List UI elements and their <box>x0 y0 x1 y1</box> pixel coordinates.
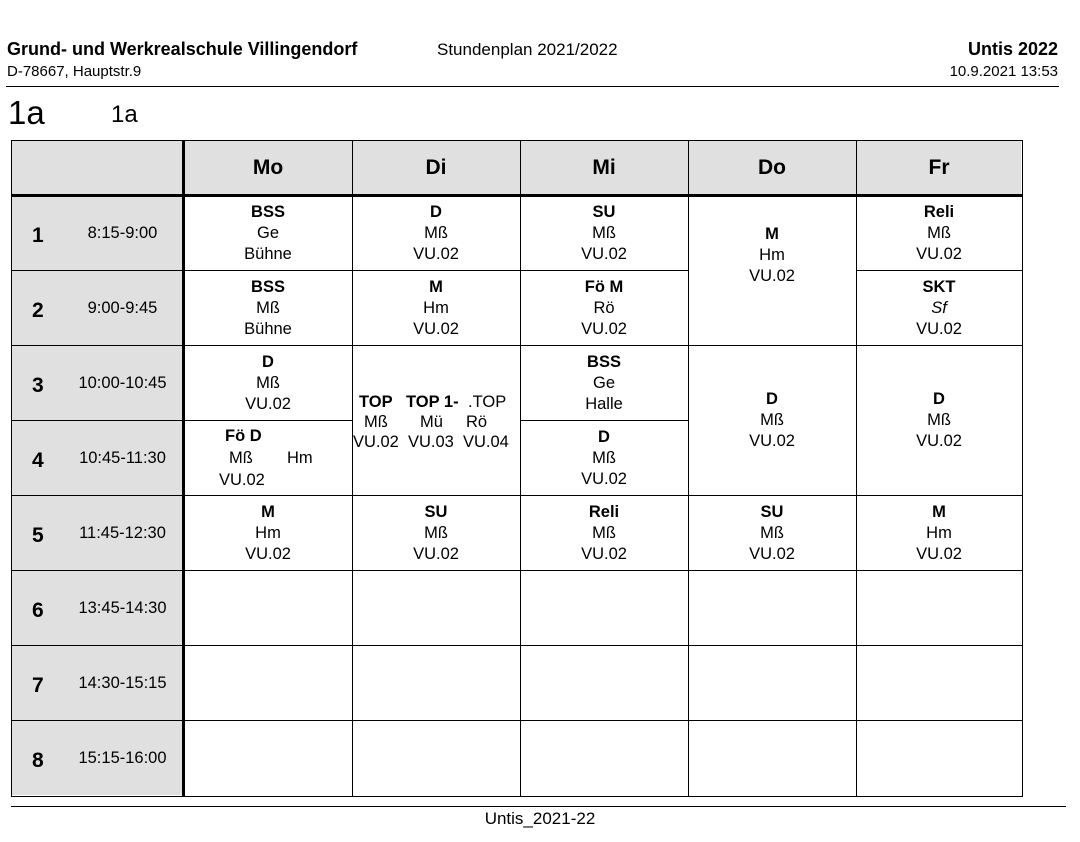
lesson-subject: D <box>430 202 442 221</box>
lesson-subject: Fö D <box>225 427 262 445</box>
lesson-room: VU.02 <box>916 431 962 450</box>
lesson-cell <box>184 422 352 494</box>
school-name: Grund- und Werkrealschule Villingendorf <box>7 39 358 59</box>
period-time: 11:45-12:30 <box>79 524 166 542</box>
lesson-teacher: Hm <box>926 523 952 542</box>
lesson-room: VU.02 <box>353 433 399 451</box>
day-header-di: Di <box>425 156 447 179</box>
lesson-teacher: Ge <box>592 373 615 392</box>
grid-line <box>12 420 352 421</box>
class-subtitle: 1a <box>111 101 138 128</box>
lesson-subject: SKT <box>922 277 956 296</box>
lesson-cell <box>688 347 856 493</box>
print-datetime: 10.9.2021 13:53 <box>949 63 1058 80</box>
lesson-cell <box>184 499 352 567</box>
lesson-subject: SU <box>760 502 784 521</box>
lesson-room: VU.04 <box>463 433 509 451</box>
period-time: 9:00-9:45 <box>87 299 158 317</box>
lesson-subject: BSS <box>251 202 285 221</box>
grid-line <box>856 270 1022 271</box>
lesson-subject: D <box>766 389 778 408</box>
lesson-cell <box>688 499 856 567</box>
lesson-cell <box>184 349 352 417</box>
lesson-subject: SU <box>592 202 616 221</box>
lesson-teacher: Hm <box>759 245 785 264</box>
grid-line <box>12 720 1022 721</box>
lesson-teacher: Mü <box>420 413 443 431</box>
lesson-teacher: Mß <box>424 523 448 542</box>
lesson-cell <box>352 274 520 342</box>
lesson-teacher: Hm <box>255 523 281 542</box>
lesson-teacher: Sf <box>931 298 947 317</box>
lesson-cell <box>688 197 856 313</box>
day-header-mo: Mo <box>252 156 284 179</box>
lesson-room: VU.02 <box>749 544 795 563</box>
period-number: 8 <box>32 749 44 772</box>
lesson-room: VU.02 <box>245 394 291 413</box>
plan-title: Stundenplan 2021/2022 <box>437 40 618 59</box>
lesson-cell <box>856 347 1022 493</box>
period-time: 10:00-10:45 <box>78 374 167 392</box>
lesson-cell <box>856 274 1022 342</box>
lesson-cell <box>352 347 520 493</box>
period-time: 8:15-9:00 <box>87 224 158 242</box>
lesson-teacher: Mß <box>256 373 280 392</box>
lesson-room: VU.03 <box>408 433 454 451</box>
grid-line <box>12 570 1022 571</box>
header-divider <box>6 86 1059 87</box>
lesson-subject: M <box>765 224 779 243</box>
grid-line <box>12 270 688 271</box>
footer-text: Untis_2021-22 <box>484 809 596 828</box>
lesson-room: VU.02 <box>413 544 459 563</box>
class-title: 1a <box>8 94 45 131</box>
lesson-subject: TOP 1- <box>406 393 459 411</box>
lesson-subject: .TOP <box>468 393 507 411</box>
lesson-subject: BSS <box>587 352 621 371</box>
period-number: 2 <box>32 299 44 322</box>
period-number: 3 <box>32 374 44 397</box>
footer-divider <box>11 806 1066 807</box>
school-address: D-78667, Hauptstr.9 <box>7 63 142 80</box>
lesson-teacher: Rö <box>466 413 488 431</box>
period-number: 6 <box>32 599 44 622</box>
lesson-teacher: Rö <box>593 298 615 317</box>
lesson-subject: M <box>429 277 443 296</box>
lesson-cell <box>856 199 1022 267</box>
lesson-cell <box>184 274 352 342</box>
lesson-room: VU.02 <box>916 319 962 338</box>
lesson-teacher: Mß <box>927 410 951 429</box>
lesson-cell <box>520 199 688 267</box>
lesson-subject: Fö M <box>584 277 624 296</box>
lesson-teacher: Mß <box>592 523 616 542</box>
grid-line <box>12 645 1022 646</box>
lesson-teacher: Ge <box>256 223 279 242</box>
lesson-subject: Reli <box>588 502 620 521</box>
day-header-do: Do <box>758 156 786 179</box>
lesson-subject: Reli <box>923 202 955 221</box>
lesson-room: Halle <box>585 394 623 413</box>
lesson-teacher: Mß <box>760 523 784 542</box>
lesson-room: Bühne <box>244 244 292 263</box>
lesson-room: VU.02 <box>749 431 795 450</box>
lesson-teacher: Mß <box>592 448 616 467</box>
lesson-room: VU.02 <box>245 544 291 563</box>
period-time: 15:15-16:00 <box>78 749 167 767</box>
lesson-cell <box>856 499 1022 567</box>
lesson-teacher: Mß <box>760 410 784 429</box>
period-number: 4 <box>32 449 44 472</box>
period-number: 5 <box>32 524 44 547</box>
software-version: Untis 2022 <box>967 39 1058 59</box>
lesson-room: VU.02 <box>749 266 795 285</box>
day-header-fr: Fr <box>928 156 950 179</box>
lesson-teacher: Mß <box>424 223 448 242</box>
lesson-subject: D <box>262 352 274 371</box>
lesson-subject: M <box>261 502 275 521</box>
lesson-room: VU.02 <box>916 544 962 563</box>
lesson-cell <box>520 349 688 417</box>
period-time: 10:45-11:30 <box>79 449 166 467</box>
lesson-subject: D <box>598 427 610 446</box>
lesson-teacher: Hm <box>287 449 313 467</box>
lesson-subject: M <box>932 502 946 521</box>
lesson-teacher: Mß <box>256 298 280 317</box>
lesson-teacher: Mß <box>592 223 616 242</box>
grid-line <box>12 345 1022 346</box>
lesson-room: VU.02 <box>916 244 962 263</box>
period-number: 1 <box>32 224 44 247</box>
lesson-teacher: Mß <box>229 449 253 467</box>
timetable-grid <box>11 140 1023 797</box>
lesson-room: VU.02 <box>219 471 265 489</box>
lesson-subject: D <box>933 389 945 408</box>
lesson-teacher: Hm <box>423 298 449 317</box>
lesson-teacher: Mß <box>364 413 388 431</box>
day-header-mi: Mi <box>592 156 616 179</box>
lesson-cell <box>184 199 352 267</box>
grid-line <box>12 495 1022 496</box>
lesson-room: VU.02 <box>581 544 627 563</box>
lesson-subject: TOP <box>359 393 393 411</box>
lesson-subject: SU <box>424 502 448 521</box>
period-time: 14:30-15:15 <box>78 674 167 692</box>
grid-line <box>520 420 688 421</box>
lesson-cell <box>352 499 520 567</box>
period-number: 7 <box>32 674 44 697</box>
period-time: 13:45-14:30 <box>78 599 167 617</box>
lesson-room: VU.02 <box>413 244 459 263</box>
lesson-cell <box>520 274 688 342</box>
lesson-room: Bühne <box>244 319 292 338</box>
lesson-room: VU.02 <box>581 244 627 263</box>
lesson-room: VU.02 <box>413 319 459 338</box>
lesson-subject: BSS <box>251 277 285 296</box>
lesson-cell <box>520 499 688 567</box>
lesson-cell <box>520 424 688 492</box>
lesson-room: VU.02 <box>581 319 627 338</box>
lesson-room: VU.02 <box>581 469 627 488</box>
grid-line <box>12 194 1022 197</box>
lesson-cell <box>352 199 520 267</box>
lesson-teacher: Mß <box>927 223 951 242</box>
